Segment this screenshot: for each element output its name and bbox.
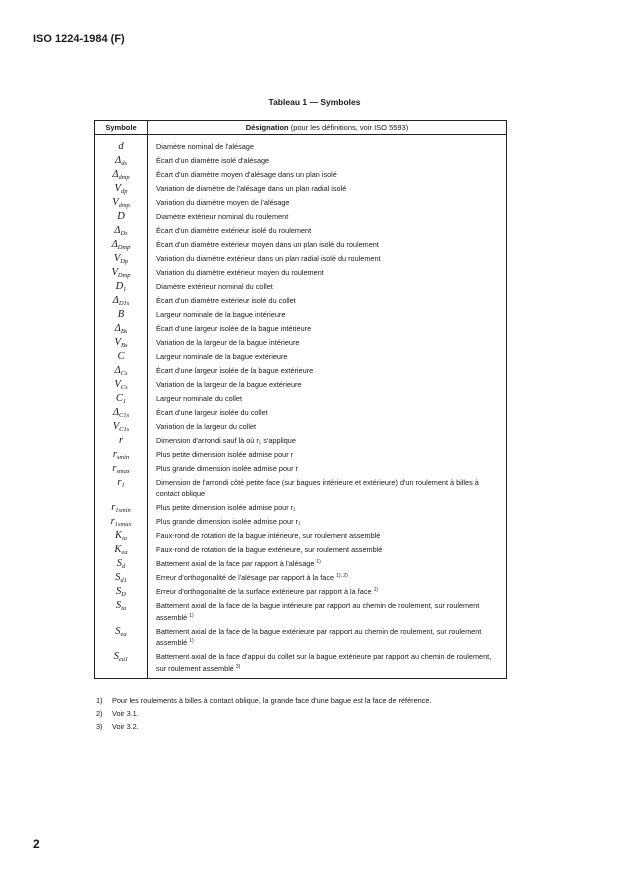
symbol-cell [95, 154, 148, 168]
designation-cell [148, 364, 507, 378]
symbol-subscript: Dmp [117, 272, 131, 279]
symbol-subscript: d [122, 563, 126, 571]
symbol-cell [95, 501, 148, 515]
designation-text: Dimension d'arrondi sauf là où r₁ s'applique [156, 436, 296, 445]
table-row [95, 625, 507, 650]
symbol-subscript: Bs [120, 328, 128, 335]
table-row [95, 599, 507, 624]
footnote-key: 3) [96, 722, 103, 731]
symbol-base: K [114, 544, 122, 556]
table-row [95, 476, 507, 501]
symbol-cell [95, 182, 148, 196]
designation-cell [148, 434, 507, 448]
designation-text: Écart d'un diamètre extérieur isolé du roulement [156, 226, 312, 235]
footnote [96, 709, 431, 722]
table-row [95, 266, 507, 280]
symbol-cell [95, 350, 148, 364]
symbol-subscript: d1 [120, 577, 127, 585]
designation-cell [148, 322, 507, 336]
designation-text: Variation de la largeur de la bague intérieure [156, 338, 300, 347]
table-row [95, 462, 507, 476]
designation-cell [148, 557, 507, 571]
footnotes [96, 696, 431, 735]
footnote-ref: 3) [235, 663, 241, 670]
symbol-cell [95, 476, 148, 501]
symbol-base: Δ [112, 407, 120, 418]
designation-text: Écart d'un diamètre moyen d'alésage dans un plan isolé [156, 170, 337, 179]
symbol-cell [95, 557, 148, 571]
symbol-subscript: Cs [120, 384, 128, 391]
designation-cell [148, 294, 507, 308]
table-row [95, 280, 507, 294]
designation-cell [148, 182, 507, 196]
designation-text: Variation du diamètre extérieur dans un plan radial isolé du roulement [156, 254, 381, 263]
symbol-base: D [117, 211, 125, 222]
designation-text: Battement axial de la face de la bague extérieure par rapport au chemin de roulement, sur roulement assemblé [156, 626, 482, 648]
symbol-subscript: 1 [123, 286, 127, 293]
symbol-cell [95, 420, 148, 434]
table-row [95, 224, 507, 238]
symbol-base: V [112, 421, 120, 432]
designation-text: Variation de diamètre de l'alésage dans un plan radial isolé [156, 184, 347, 193]
symbol-cell [95, 462, 148, 476]
table-row [95, 322, 507, 336]
symbol-subscript: C1s [119, 426, 130, 433]
designation-text: Largeur nominale du collet [156, 394, 242, 403]
footnote-key: 2) [96, 709, 103, 718]
symbol-base: V [113, 253, 121, 264]
symbol-subscript: C1s [119, 412, 130, 419]
symbol-base: V [111, 267, 118, 278]
symbol-cell [95, 625, 148, 650]
page-number: 2 [33, 837, 40, 851]
table-row [95, 529, 507, 543]
symbol-subscript: Cs [120, 370, 128, 377]
table-header-row [95, 121, 507, 135]
designation-text: Variation du diamètre extérieur moyen du roulement [156, 268, 324, 277]
table-row [95, 210, 507, 224]
symbol-base: r [111, 502, 116, 514]
symbol-subscript: dp [120, 188, 128, 195]
designation-cell [148, 196, 507, 210]
designation-cell [148, 280, 507, 294]
symbol-base: S [116, 558, 122, 570]
table-row [95, 501, 507, 515]
symbol-cell [95, 135, 148, 154]
symbol-base: Δ [112, 169, 119, 180]
table-row [95, 196, 507, 210]
document-header: ISO 1224-1984 (F) [33, 33, 125, 45]
symbol-base: S [115, 625, 121, 637]
symbol-base: S [115, 572, 121, 584]
symbol-cell [95, 364, 148, 378]
designation-cell [148, 501, 507, 515]
symbol-base: S [115, 600, 122, 612]
symbol-subscript: smax [116, 468, 130, 475]
table-row [95, 294, 507, 308]
footnote-text: Voir 3.2. [112, 722, 139, 731]
designation-cell [148, 599, 507, 624]
designation-text: Largeur nominale de la bague intérieure [156, 310, 286, 319]
designation-cell [148, 529, 507, 543]
designation-text: Plus grande dimension isolée admise pour r [156, 464, 298, 473]
table-row [95, 448, 507, 462]
symbol-base: V [112, 197, 119, 208]
designation-text: Plus petite dimension isolée admise pour r [156, 450, 294, 459]
column-header-symbol: Symbole [95, 121, 148, 135]
symbol-base: V [114, 337, 121, 348]
symbol-base: r [110, 516, 115, 528]
table-title: Tableau 1 — Symboles [268, 97, 361, 107]
symbol-base: Δ [111, 239, 118, 250]
symbol-subscript: D1s [118, 300, 130, 307]
symbol-cell [95, 515, 148, 529]
designation-cell [148, 476, 507, 501]
symbol-cell [95, 650, 148, 679]
symbol-cell [95, 308, 148, 322]
table-row [95, 406, 507, 420]
designation-cell [148, 350, 507, 364]
symbol-base: C [117, 351, 125, 362]
symbols-table [94, 120, 507, 679]
symbol-cell [95, 406, 148, 420]
symbol-subscript: 1smin [115, 507, 131, 515]
symbol-cell [95, 336, 148, 350]
designation-cell [148, 238, 507, 252]
designation-cell [148, 462, 507, 476]
designation-text: Largeur nominale de la bague extérieure [156, 352, 288, 361]
symbol-cell [95, 266, 148, 280]
designation-text: Variation de la largeur de la bague extérieure [156, 380, 302, 389]
symbol-base: r [112, 463, 117, 474]
table-row [95, 350, 507, 364]
symbol-subscript: Dmp [117, 244, 131, 251]
symbol-cell [95, 599, 148, 624]
symbol-subscript: Ds [120, 230, 128, 237]
designation-text: Écart d'un diamètre isolé d'alésage [156, 156, 270, 165]
symbol-subscript: 1 [122, 398, 127, 405]
symbol-subscript: ia [121, 535, 128, 543]
designation-cell [148, 543, 507, 557]
table-row [95, 238, 507, 252]
table-row [95, 571, 507, 585]
symbol-base: Δ [114, 365, 121, 376]
symbol-base: B [117, 309, 125, 320]
symbol-subscript: 1smax [114, 521, 132, 529]
table-row [95, 378, 507, 392]
designation-cell [148, 420, 507, 434]
designation-cell [148, 210, 507, 224]
footnote-ref: 1) [189, 612, 194, 619]
designation-text: Écart d'une largeur isolée de la bague extérieure [156, 366, 314, 375]
designation-cell [148, 448, 507, 462]
table-row [95, 650, 507, 679]
symbol-cell [95, 571, 148, 585]
symbol-subscript: ds [121, 160, 127, 167]
footnote-ref: 1) [316, 559, 321, 566]
designation-cell [148, 585, 507, 599]
symbol-cell [95, 434, 148, 448]
symbol-base: S [113, 651, 119, 663]
symbol-base: r [112, 449, 117, 460]
table-row [95, 154, 507, 168]
symbol-base: V [114, 379, 121, 390]
symbol-cell [95, 543, 148, 557]
designation-text: Faux-rond de rotation de la bague intérieure, sur roulement assemblé [156, 531, 381, 541]
symbol-base: D [115, 281, 124, 292]
designation-text: Dimension de l'arrondi côté petite face (sur bagues intérieure et extérieure) d'un roulement à billes à contact oblique [156, 478, 479, 499]
table-row [95, 308, 507, 322]
designation-text: Battement axial de la face de la bague intérieure par rapport au chemin de roulement, sur roulement assemblé [156, 601, 480, 622]
designation-text: Diamètre extérieur nominal du collet [156, 282, 273, 291]
designation-label: Désignation [245, 123, 289, 132]
symbol-cell [95, 210, 148, 224]
designation-text: Erreur d'orthogonalité de la surface extérieure par rapport à la face [156, 587, 372, 597]
footnote-text: Voir 3.1. [112, 709, 139, 718]
symbol-cell [95, 168, 148, 182]
symbol-cell [95, 392, 148, 406]
symbol-subscript: 1 [121, 482, 125, 489]
table-row [95, 336, 507, 350]
designation-cell [148, 135, 507, 154]
table-row [95, 585, 507, 599]
table-row [95, 168, 507, 182]
designation-text: Variation de la largeur du collet [156, 422, 257, 431]
symbol-base: r [117, 477, 122, 488]
table-row [95, 420, 507, 434]
designation-text: Diamètre nominal de l'alésage [156, 142, 254, 151]
designation-cell [148, 515, 507, 529]
table-row [95, 515, 507, 529]
designation-cell [148, 336, 507, 350]
symbol-base: Δ [115, 155, 122, 166]
symbol-base: V [114, 183, 121, 194]
footnote-ref: 1) [373, 587, 379, 594]
designation-text: Battement axial de la face d'appui du collet sur la bague extérieure par rapport au chemin de roulement, sur roulement assemblé [156, 652, 492, 673]
symbol-base: Δ [114, 225, 121, 236]
footnote-key: 1) [96, 696, 103, 705]
designation-text: Variation du diamètre moyen de l'alésage [156, 198, 290, 207]
symbol-cell [95, 322, 148, 336]
table-row [95, 135, 507, 154]
table-row [95, 557, 507, 571]
symbol-cell [95, 585, 148, 599]
designation-cell [148, 392, 507, 406]
symbol-subscript: dmp [118, 202, 130, 209]
designation-text: Écart d'un diamètre extérieur moyen dans un plan isolé du roulement [156, 240, 379, 249]
table-row [95, 364, 507, 378]
designation-cell [148, 650, 507, 679]
symbol-subscript: ea [120, 630, 127, 638]
symbol-subscript: Dp [120, 258, 129, 265]
designation-cell [148, 571, 507, 585]
designation-cell [148, 406, 507, 420]
designation-text: Écart d'une largeur isolée de la bague intérieure [156, 324, 312, 333]
symbol-subscript: Bs [120, 342, 128, 349]
footnote [96, 696, 431, 709]
symbol-cell [95, 238, 148, 252]
symbol-subscript: ea [121, 549, 128, 557]
table-row [95, 252, 507, 266]
designation-text: Erreur d'orthogonalité de l'alésage par rapport à la face [156, 573, 335, 583]
symbol-base: K [114, 530, 122, 542]
designation-cell [148, 378, 507, 392]
designation-cell [148, 625, 507, 650]
symbol-cell [95, 294, 148, 308]
designation-cell [148, 308, 507, 322]
designation-text: Écart d'une largeur isolée du collet [156, 408, 268, 417]
symbol-cell [95, 252, 148, 266]
designation-text: Plus grande dimension isolée admise pour r₁ [156, 517, 301, 527]
symbol-cell [95, 529, 148, 543]
footnote-ref: 1), 2) [336, 573, 348, 580]
designation-cell [148, 154, 507, 168]
symbol-cell [95, 224, 148, 238]
symbol-base: Δ [114, 323, 121, 334]
designation-text: Faux-rond de rotation de la bague extérieure, sur roulement assemblé [156, 545, 383, 555]
designation-cell [148, 224, 507, 238]
designation-text: Diamètre extérieur nominal du roulement [156, 212, 289, 221]
footnote-text: Pour les roulements à billes à contact oblique, la grande face d'une bague est la face de référence. [112, 696, 432, 705]
symbol-base: Δ [112, 295, 119, 306]
symbol-subscript: ea1 [118, 656, 129, 664]
table-row [95, 392, 507, 406]
designation-text: Écart d'un diamètre extérieur isolé du collet [156, 296, 296, 305]
designation-cell [148, 252, 507, 266]
footnote [96, 722, 431, 735]
symbol-base: r [118, 435, 124, 446]
symbol-base: S [116, 586, 122, 598]
symbol-cell [95, 196, 148, 210]
designation-note: (pour les définitions, voir ISO 5593) [288, 123, 409, 132]
symbol-subscript: dmp [118, 174, 130, 181]
symbol-base: d [118, 141, 124, 152]
designation-text: Battement axial de la face par rapport à l'alésage [156, 559, 315, 569]
designation-cell [148, 266, 507, 280]
symbol-subscript: smin [116, 454, 130, 461]
symbol-cell [95, 448, 148, 462]
footnote-ref: 1) [189, 638, 194, 645]
symbol-base: C [115, 393, 123, 404]
table-row [95, 434, 507, 448]
designation-cell [148, 168, 507, 182]
column-header-designation [148, 121, 507, 135]
symbol-subscript: ia [121, 605, 127, 613]
symbol-cell [95, 378, 148, 392]
symbol-subscript: D [121, 591, 126, 599]
table-row [95, 543, 507, 557]
table-row [95, 182, 507, 196]
designation-text: Plus petite dimension isolée admise pour r₁ [156, 503, 296, 513]
symbol-cell [95, 280, 148, 294]
